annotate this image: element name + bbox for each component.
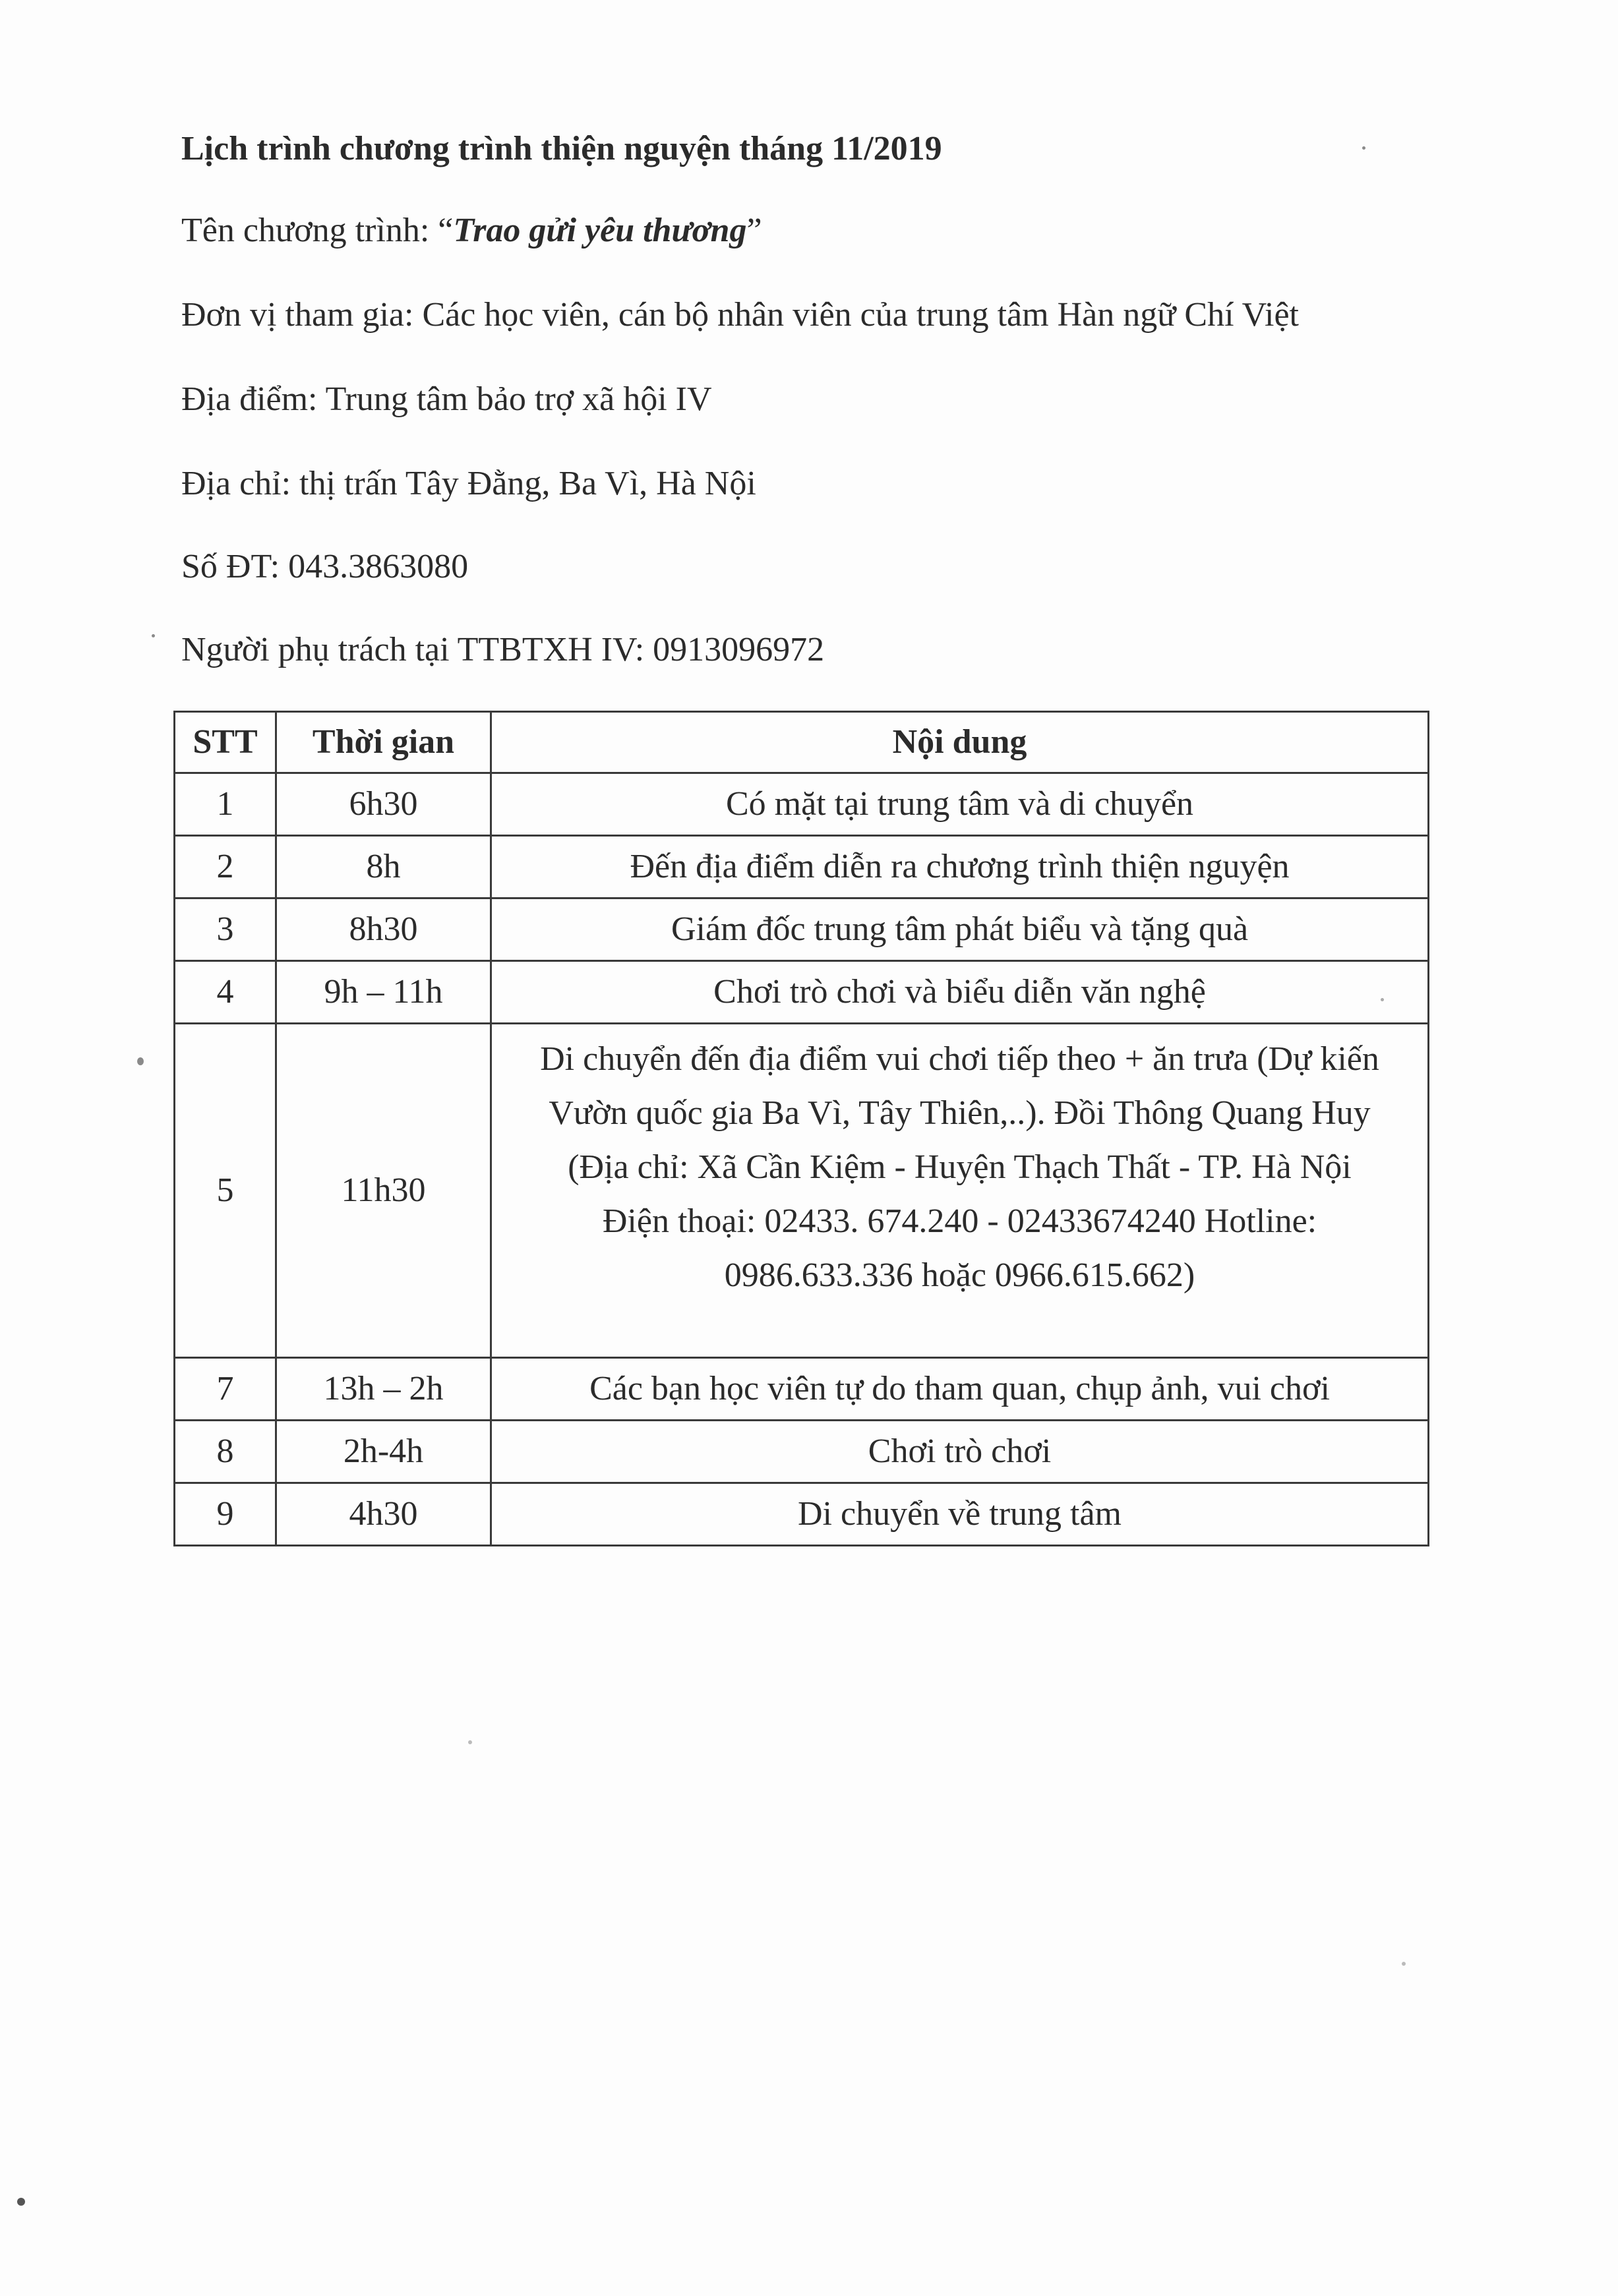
content-line: Điện thoại: 02433. 674.240 - 02433674240 Hotline: [602,1202,1317,1240]
schedule-table [173,711,1429,1546]
venue: Địa điểm: Trung tâm bảo trợ xã hội IV [181,380,712,418]
row-time: 8h [276,836,491,898]
content-line: Vườn quốc gia Ba Vì, Tây Thiên,..). Đồi Thông Quang Huy [549,1094,1371,1132]
row-time: 8h30 [276,898,491,961]
scan-speck [152,634,155,637]
row-time: 2h-4h [276,1421,491,1483]
document-title: Lịch trình chương trình thiện nguyện tháng 11/2019 [181,130,942,167]
row-content: Chơi trò chơi [491,1421,1429,1483]
table-row [175,1358,1429,1421]
scan-speck [17,2198,25,2206]
scan-speck [1381,998,1384,1001]
content-line: (Địa chỉ: Xã Cần Kiệm - Huyện Thạch Thất - TP. Hà Nội [568,1148,1352,1186]
table-row [175,1024,1429,1358]
row-content [491,1024,1429,1358]
content-line: Di chuyển đến địa điểm vui chơi tiếp theo + ăn trưa (Dự kiến [540,1040,1379,1078]
header-time: Thời gian [276,712,491,773]
row-time: 6h30 [276,773,491,836]
program-open-quote: “ [438,212,454,249]
table-row [175,961,1429,1024]
row-stt: 5 [175,1024,276,1358]
row-stt: 3 [175,898,276,961]
scan-speck [137,1057,144,1065]
row-stt: 2 [175,836,276,898]
row-stt: 7 [175,1358,276,1421]
table-row [175,898,1429,961]
table-row [175,1421,1429,1483]
header-stt: STT [175,712,276,773]
table-row [175,773,1429,836]
row-content: Các bạn học viên tự do tham quan, chụp ảnh, vui chơi [491,1358,1429,1421]
program-name-line [181,210,762,252]
content-line: 0986.633.336 hoặc 0966.615.662) [724,1256,1195,1294]
table-row [175,836,1429,898]
row-stt: 9 [175,1483,276,1546]
row-stt: 4 [175,961,276,1024]
header-content: Nội dung [491,712,1429,773]
table-row [175,1483,1429,1546]
row-content: Giám đốc trung tâm phát biểu và tặng quà [491,898,1429,961]
row-stt: 1 [175,773,276,836]
row-time: 13h – 2h [276,1358,491,1421]
row-content: Có mặt tại trung tâm và di chuyển [491,773,1429,836]
row-content: Di chuyển về trung tâm [491,1483,1429,1546]
row-time: 4h30 [276,1483,491,1546]
row-content: Đến địa điểm diễn ra chương trình thiện nguyện [491,836,1429,898]
row-time: 9h – 11h [276,961,491,1024]
row-content: Chơi trò chơi và biểu diễn văn nghệ [491,961,1429,1024]
row-time: 11h30 [276,1024,491,1358]
program-name: Trao gửi yêu thương [453,212,747,249]
address: Địa chỉ: thị trấn Tây Đằng, Ba Vì, Hà Nội [181,465,756,502]
scan-speck [1402,1962,1406,1966]
program-close-quote: ” [746,212,762,249]
contact-person: Người phụ trách tại TTBTXH IV: 0913096972 [181,631,825,668]
table-header-row [175,712,1429,773]
program-label: Tên chương trình: [181,212,438,249]
scan-speck [468,1740,472,1744]
row-stt: 8 [175,1421,276,1483]
phone-number: Số ĐT: 043.3863080 [181,548,469,585]
participating-unit: Đơn vị tham gia: Các học viên, cán bộ nhân viên của trung tâm Hàn ngữ Chí Việt [181,296,1299,334]
scan-speck [1362,146,1365,150]
